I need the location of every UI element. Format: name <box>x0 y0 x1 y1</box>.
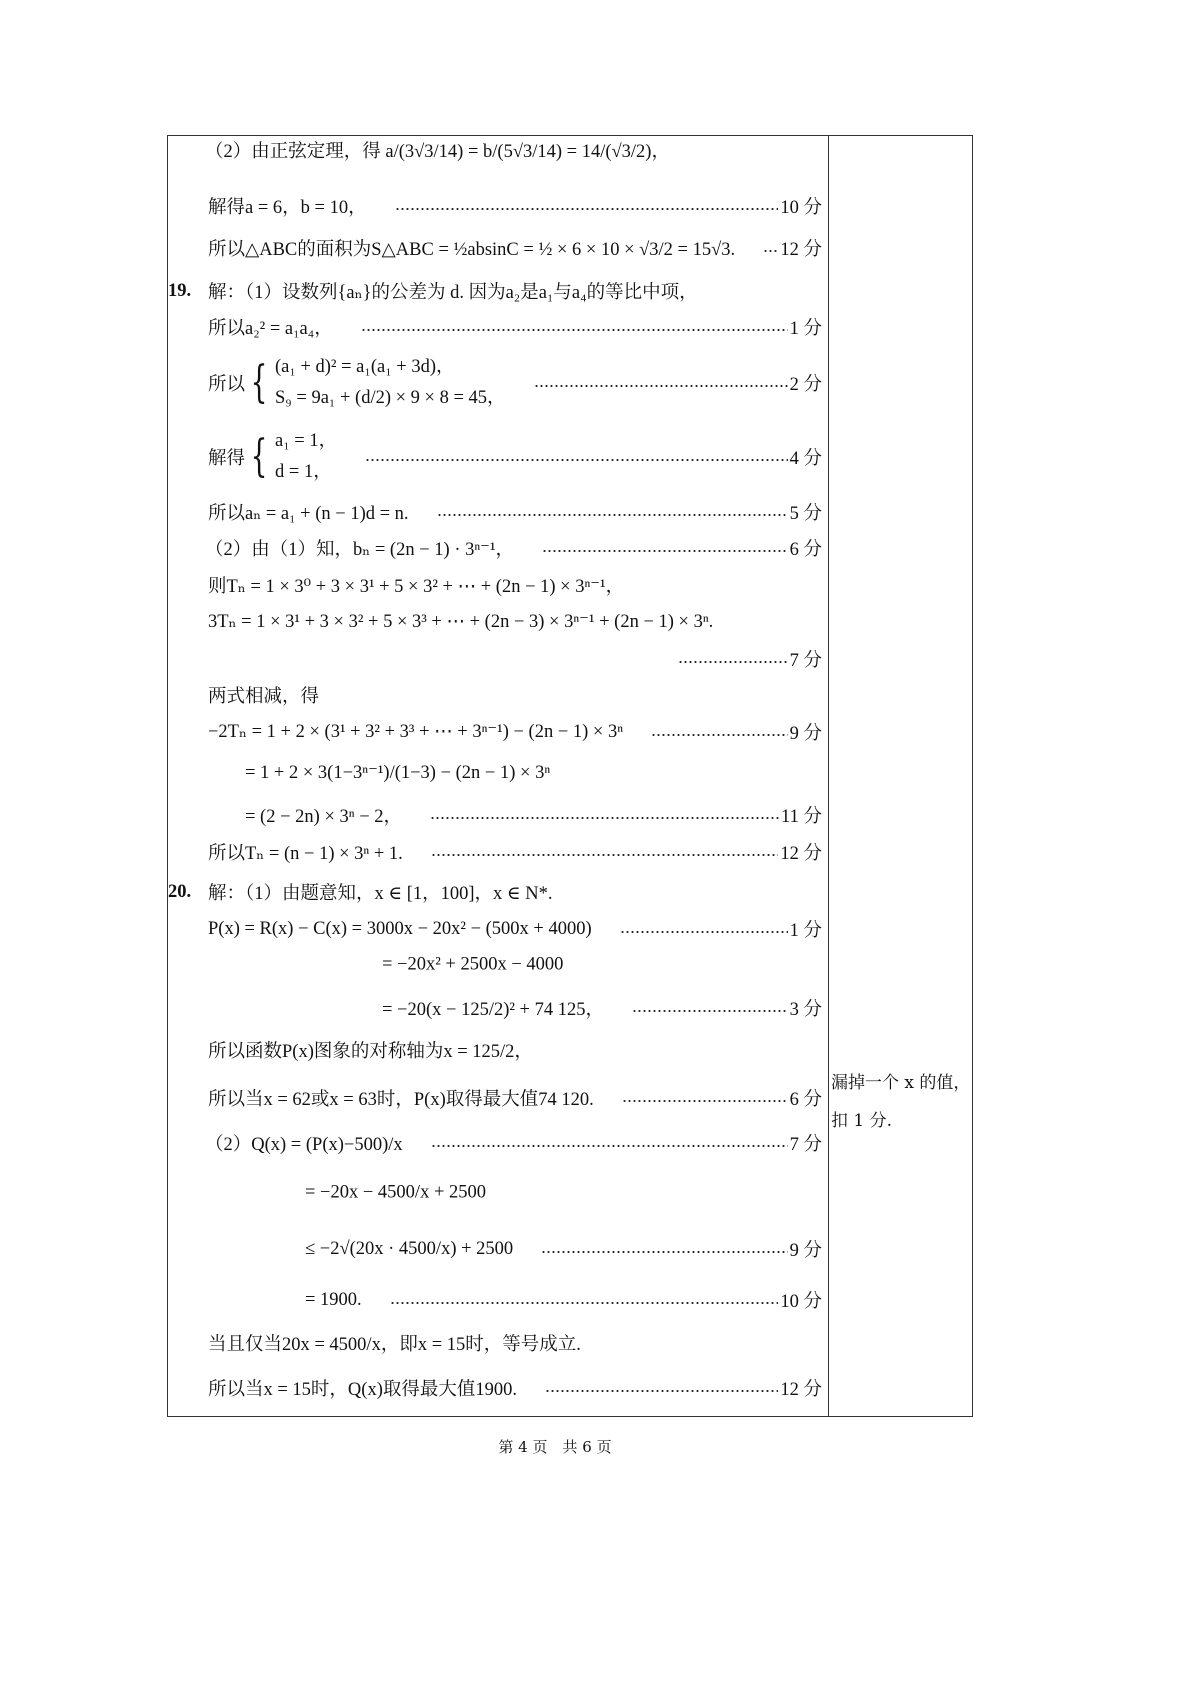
line-text: 所以 <box>208 375 246 395</box>
solution-line <box>208 682 319 708</box>
score-label: 4 分 <box>789 449 822 469</box>
line-text: P(x) = R(x) − C(x) = 3000x − 20x² − (500x + 4000) <box>208 918 592 939</box>
line-text: 所以当x = 62或x = 63时，P(x)取得最大值74 120. <box>208 1090 594 1110</box>
score-label: 9 分 <box>789 724 822 744</box>
score-label: 1 分 <box>789 921 822 941</box>
question-number: 19. <box>168 280 192 301</box>
dot-leader <box>632 1010 788 1012</box>
dot-leader <box>622 1100 788 1102</box>
line-text: 解：（1）由题意知，x ∈ [1，100]，x ∈ N*. <box>208 884 553 904</box>
score-label: 10 分 <box>780 198 822 218</box>
solution-line <box>208 1375 822 1401</box>
solution-line <box>305 1287 822 1313</box>
line-text: = −20x − 4500/x + 2500 <box>305 1182 486 1203</box>
line-text: （2）由（1）知，bₙ = (2n − 1) · 3ⁿ⁻¹， <box>205 540 514 560</box>
system-equation: d = 1， <box>275 462 332 482</box>
score-label: 5 分 <box>789 504 822 524</box>
solution-line <box>205 137 670 163</box>
brace-symbol: { <box>250 357 268 408</box>
line-text: = −20x² + 2500x − 4000 <box>382 954 564 975</box>
solution-line <box>245 802 822 828</box>
dot-leader <box>431 854 779 856</box>
remark-line-1: 漏掉一个 x 的值， <box>831 1073 971 1093</box>
line-text: （2）Q(x) = (P(x)−500)/x <box>205 1135 403 1155</box>
dot-leader <box>545 1390 778 1392</box>
page-footer: 第 4 页 共 6 页 <box>498 1438 612 1456</box>
score-label: 12 分 <box>780 240 822 260</box>
dot-leader <box>365 459 787 461</box>
solution-line <box>245 762 550 784</box>
dot-leader <box>431 1145 788 1147</box>
remark-line-2: 扣 1 分. <box>831 1111 893 1131</box>
solution-line <box>208 1330 581 1356</box>
score-label: 7 分 <box>789 651 822 671</box>
solution-line <box>205 1130 822 1156</box>
score-label: 9 分 <box>789 1241 822 1261</box>
dot-leader <box>361 329 788 331</box>
solution-line <box>205 535 822 561</box>
solution-line <box>305 1183 486 1204</box>
solution-line <box>168 278 698 304</box>
solution-line <box>208 611 713 633</box>
line-text: 所以△ABC的面积为S△ABC = ½absinC = ½ × 6 × 10 × √3/2 = 15√3. <box>208 240 736 260</box>
solution-line <box>208 314 822 340</box>
score-label: 6 分 <box>789 1090 822 1110</box>
system-equation: a₁ = 1， <box>275 431 338 451</box>
dot-leader <box>620 931 788 933</box>
score-label: 12 分 <box>780 844 822 864</box>
line-text: = −20(x − 125/2)² + 74 125， <box>382 1000 604 1020</box>
score-label: 6 分 <box>789 540 822 560</box>
line-text: 所以aₙ = a₁ + (n − 1)d = n. <box>208 504 409 524</box>
column-divider <box>828 135 829 1417</box>
dot-leader <box>763 250 778 252</box>
line-text: 则Tₙ = 1 × 3⁰ + 3 × 3¹ + 5 × 3² + ⋯ + (2n − 1) × 3ⁿ⁻¹， <box>208 577 625 597</box>
score-label: 10 分 <box>780 1292 822 1312</box>
line-text: 当且仅当20x = 4500/x，即x = 15时，等号成立. <box>208 1335 581 1355</box>
score-label: 2 分 <box>789 375 822 395</box>
solution-line <box>208 193 822 219</box>
line-text: 所以函数P(x)图象的对称轴为x = 125/2， <box>208 1042 533 1062</box>
equation-system <box>275 352 506 414</box>
dot-leader <box>534 385 788 387</box>
line-text: 所以当x = 15时，Q(x)取得最大值1900. <box>208 1380 517 1400</box>
solution-line <box>382 955 563 976</box>
dot-leader <box>678 661 788 663</box>
solution-line <box>208 839 822 865</box>
score-label: 3 分 <box>789 1000 822 1020</box>
dot-leader <box>651 734 788 736</box>
score-label: 11 分 <box>781 807 822 827</box>
dot-leader <box>437 514 788 516</box>
question-number: 20. <box>168 881 192 902</box>
line-text: = 1900. <box>305 1289 362 1310</box>
line-text: 两式相减，得 <box>208 687 320 707</box>
line-text: （2）由正弦定理，得 a/(3√3/14) = b/(5√3/14) = 14/(√3/2)， <box>205 142 670 162</box>
line-text: = (2 − 2n) × 3ⁿ − 2， <box>245 807 403 827</box>
line-text: 解：（1）设数列{aₙ}的公差为 d. 因为a₂是a₁与a₄的等比中项， <box>208 283 698 303</box>
solution-line <box>208 352 822 414</box>
solution-line <box>208 916 822 942</box>
solution-line <box>208 426 822 488</box>
solution-line <box>382 995 822 1021</box>
dot-leader <box>390 1302 779 1304</box>
score-label: 12 分 <box>780 1380 822 1400</box>
dot-leader <box>430 817 779 819</box>
dot-leader <box>395 208 779 210</box>
dot-leader <box>541 1251 787 1253</box>
solution-line <box>208 719 822 745</box>
line-text: 所以Tₙ = (n − 1) × 3ⁿ + 1. <box>208 844 403 864</box>
solution-line <box>208 499 822 525</box>
solution-line <box>208 1085 822 1111</box>
dot-leader <box>542 550 788 552</box>
score-label: 7 分 <box>789 1135 822 1155</box>
solution-line <box>208 572 624 598</box>
line-text: 解得a = 6，b = 10， <box>208 198 367 218</box>
solution-line <box>650 646 822 672</box>
line-text: 3Tₙ = 1 × 3¹ + 3 × 3² + 5 × 3³ + ⋯ + (2n − 3) × 3ⁿ⁻¹ + (2n − 1) × 3ⁿ. <box>208 612 714 632</box>
solution-line <box>168 879 553 905</box>
equation-system <box>275 426 337 488</box>
score-label: 1 分 <box>789 319 822 339</box>
system-equation: S₉ = 9a₁ + (d/2) × 9 × 8 = 45， <box>275 388 506 408</box>
solution-line <box>208 235 822 261</box>
system-equation: (a₁ + d)² = a₁(a₁ + 3d)， <box>275 357 455 377</box>
line-text: 解得 <box>208 449 246 469</box>
brace-symbol: { <box>250 431 268 482</box>
solution-line <box>305 1236 822 1262</box>
line-text: −2Tₙ = 1 + 2 × (3¹ + 3² + 3³ + ⋯ + 3ⁿ⁻¹) − (2n − 1) × 3ⁿ <box>208 722 624 742</box>
line-text: 所以a₂² = a₁a₄， <box>208 319 333 339</box>
line-text: ≤ −2√(20x · 4500/x) + 2500 <box>305 1238 514 1259</box>
line-text: = 1 + 2 × 3(1−3ⁿ⁻¹)/(1−3) − (2n − 1) × 3ⁿ <box>245 763 551 783</box>
solution-line <box>208 1037 533 1063</box>
